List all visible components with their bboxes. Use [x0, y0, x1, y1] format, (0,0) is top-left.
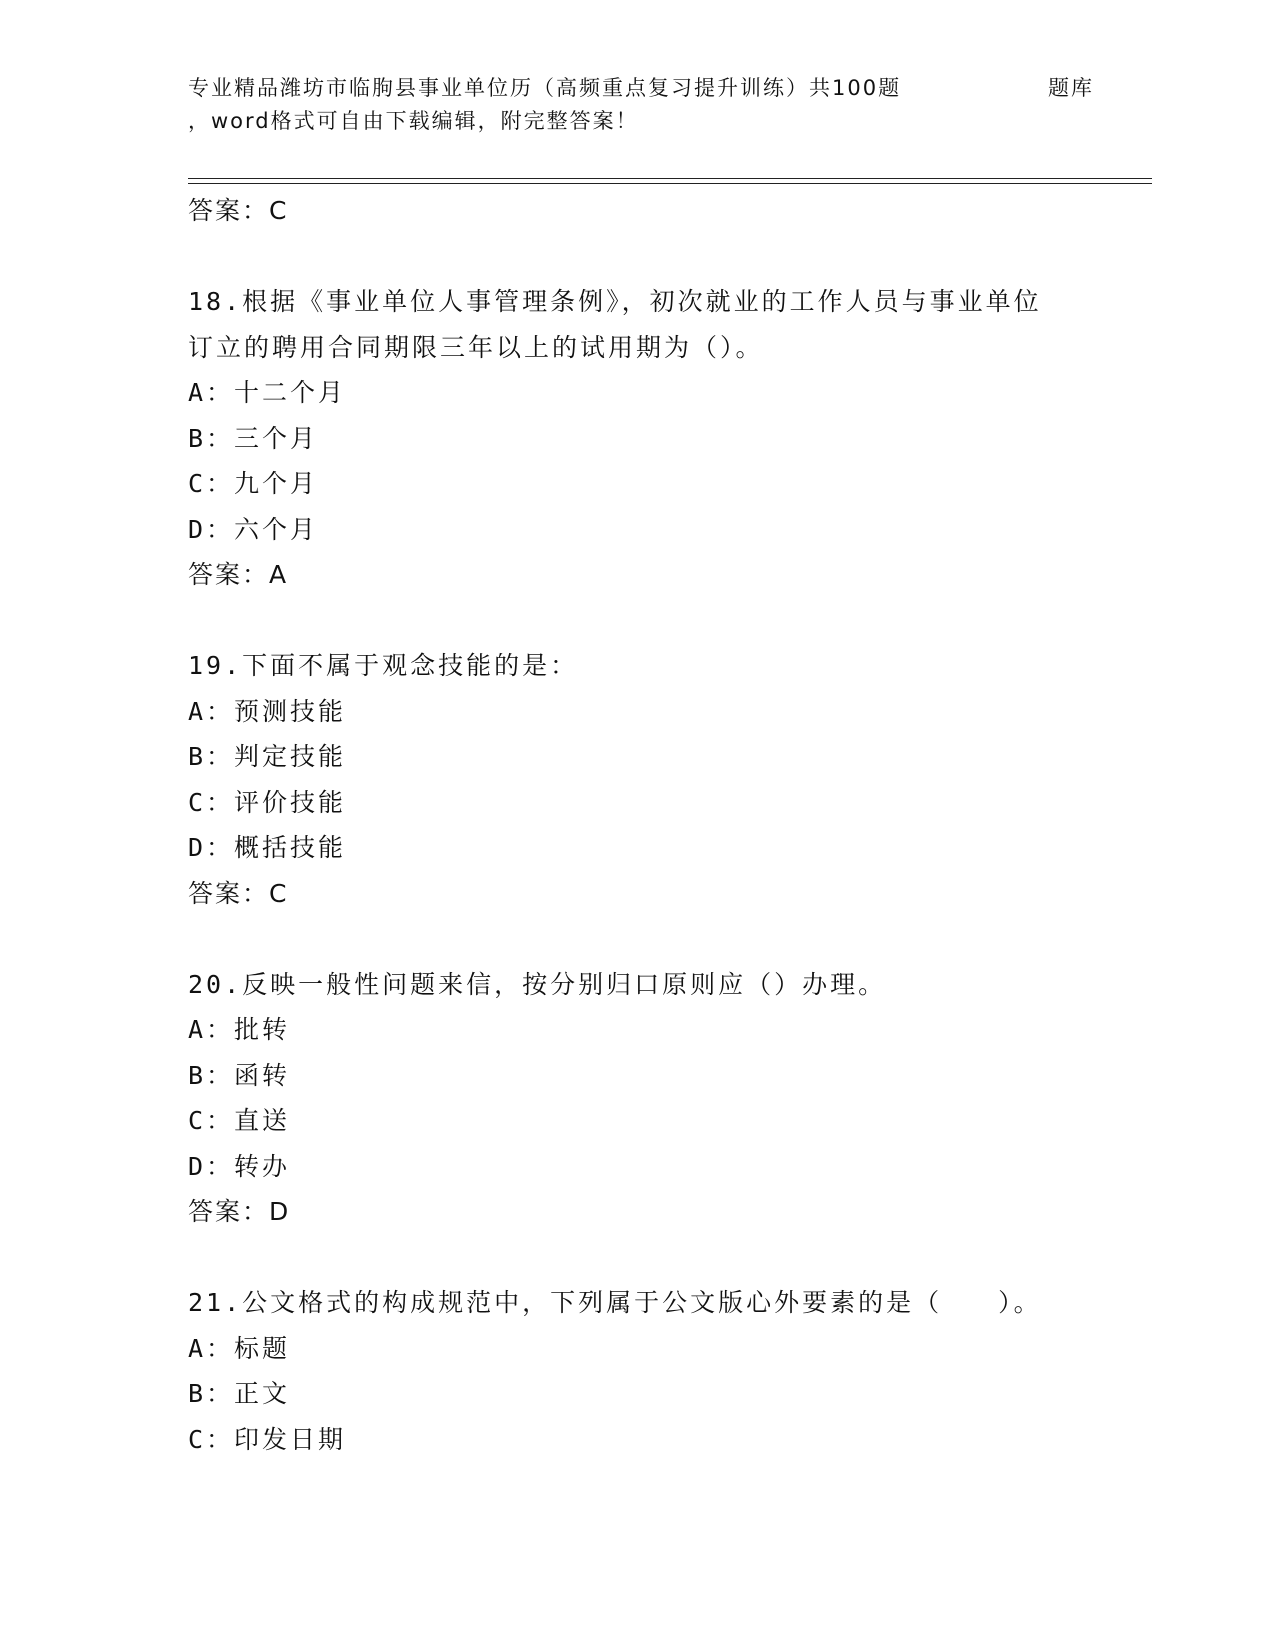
answer: 答案：D — [188, 1197, 291, 1226]
question-stem: 19.下面不属于观念技能的是： — [188, 651, 579, 680]
option-b: B：正文 — [188, 1379, 291, 1408]
option-c: C：直送 — [188, 1106, 291, 1135]
option-d: D：概括技能 — [188, 833, 347, 862]
header-line-1 — [188, 72, 1094, 105]
question-21 — [188, 1280, 1108, 1462]
option-a: A：预测技能 — [188, 696, 347, 726]
answer: 答案：A — [188, 560, 289, 589]
option-d: D：六个月 — [188, 514, 319, 544]
header-title: 专业精品潍坊市临朐县事业单位历（高频重点复习提升训练）共100题 — [188, 76, 902, 100]
question-stem: 订立的聘用合同期限三年以上的试用期为（）。 — [188, 332, 764, 362]
option-a: A：标题 — [188, 1333, 291, 1363]
previous-answer: 答案：C — [188, 196, 289, 225]
question-19 — [188, 643, 1108, 916]
question-20 — [188, 962, 1108, 1235]
header-rule-bottom — [188, 183, 1152, 184]
option-d: D：转办 — [188, 1151, 291, 1181]
option-b: B：判定技能 — [188, 742, 347, 771]
question-list — [188, 188, 1108, 1462]
option-c: C：评价技能 — [188, 787, 347, 817]
header-rule-top — [188, 178, 1152, 179]
option-b: B：函转 — [188, 1060, 291, 1090]
question-18 — [188, 279, 1108, 598]
option-c: C：九个月 — [188, 469, 319, 498]
header-line-2: ，word格式可自由下载编辑，附完整答案！ — [188, 109, 639, 133]
answer: 答案：C — [188, 878, 289, 908]
question-stem: 18.根据《事业单位人事管理条例》，初次就业的工作人员与事业单位 — [188, 287, 1042, 316]
option-b: B：三个月 — [188, 423, 319, 453]
question-stem: 20.反映一般性问题来信，按分别归口原则应（）办理。 — [188, 969, 887, 999]
option-a: A：批转 — [188, 1015, 291, 1044]
question-stem: 21.公文格式的构成规范中，下列属于公文版心外要素的是（ ）。 — [188, 1288, 1042, 1317]
page-header — [188, 72, 1094, 138]
option-a: A：十二个月 — [188, 378, 347, 407]
option-c: C：印发日期 — [188, 1424, 347, 1454]
header-tag: 题库 — [1048, 76, 1094, 100]
